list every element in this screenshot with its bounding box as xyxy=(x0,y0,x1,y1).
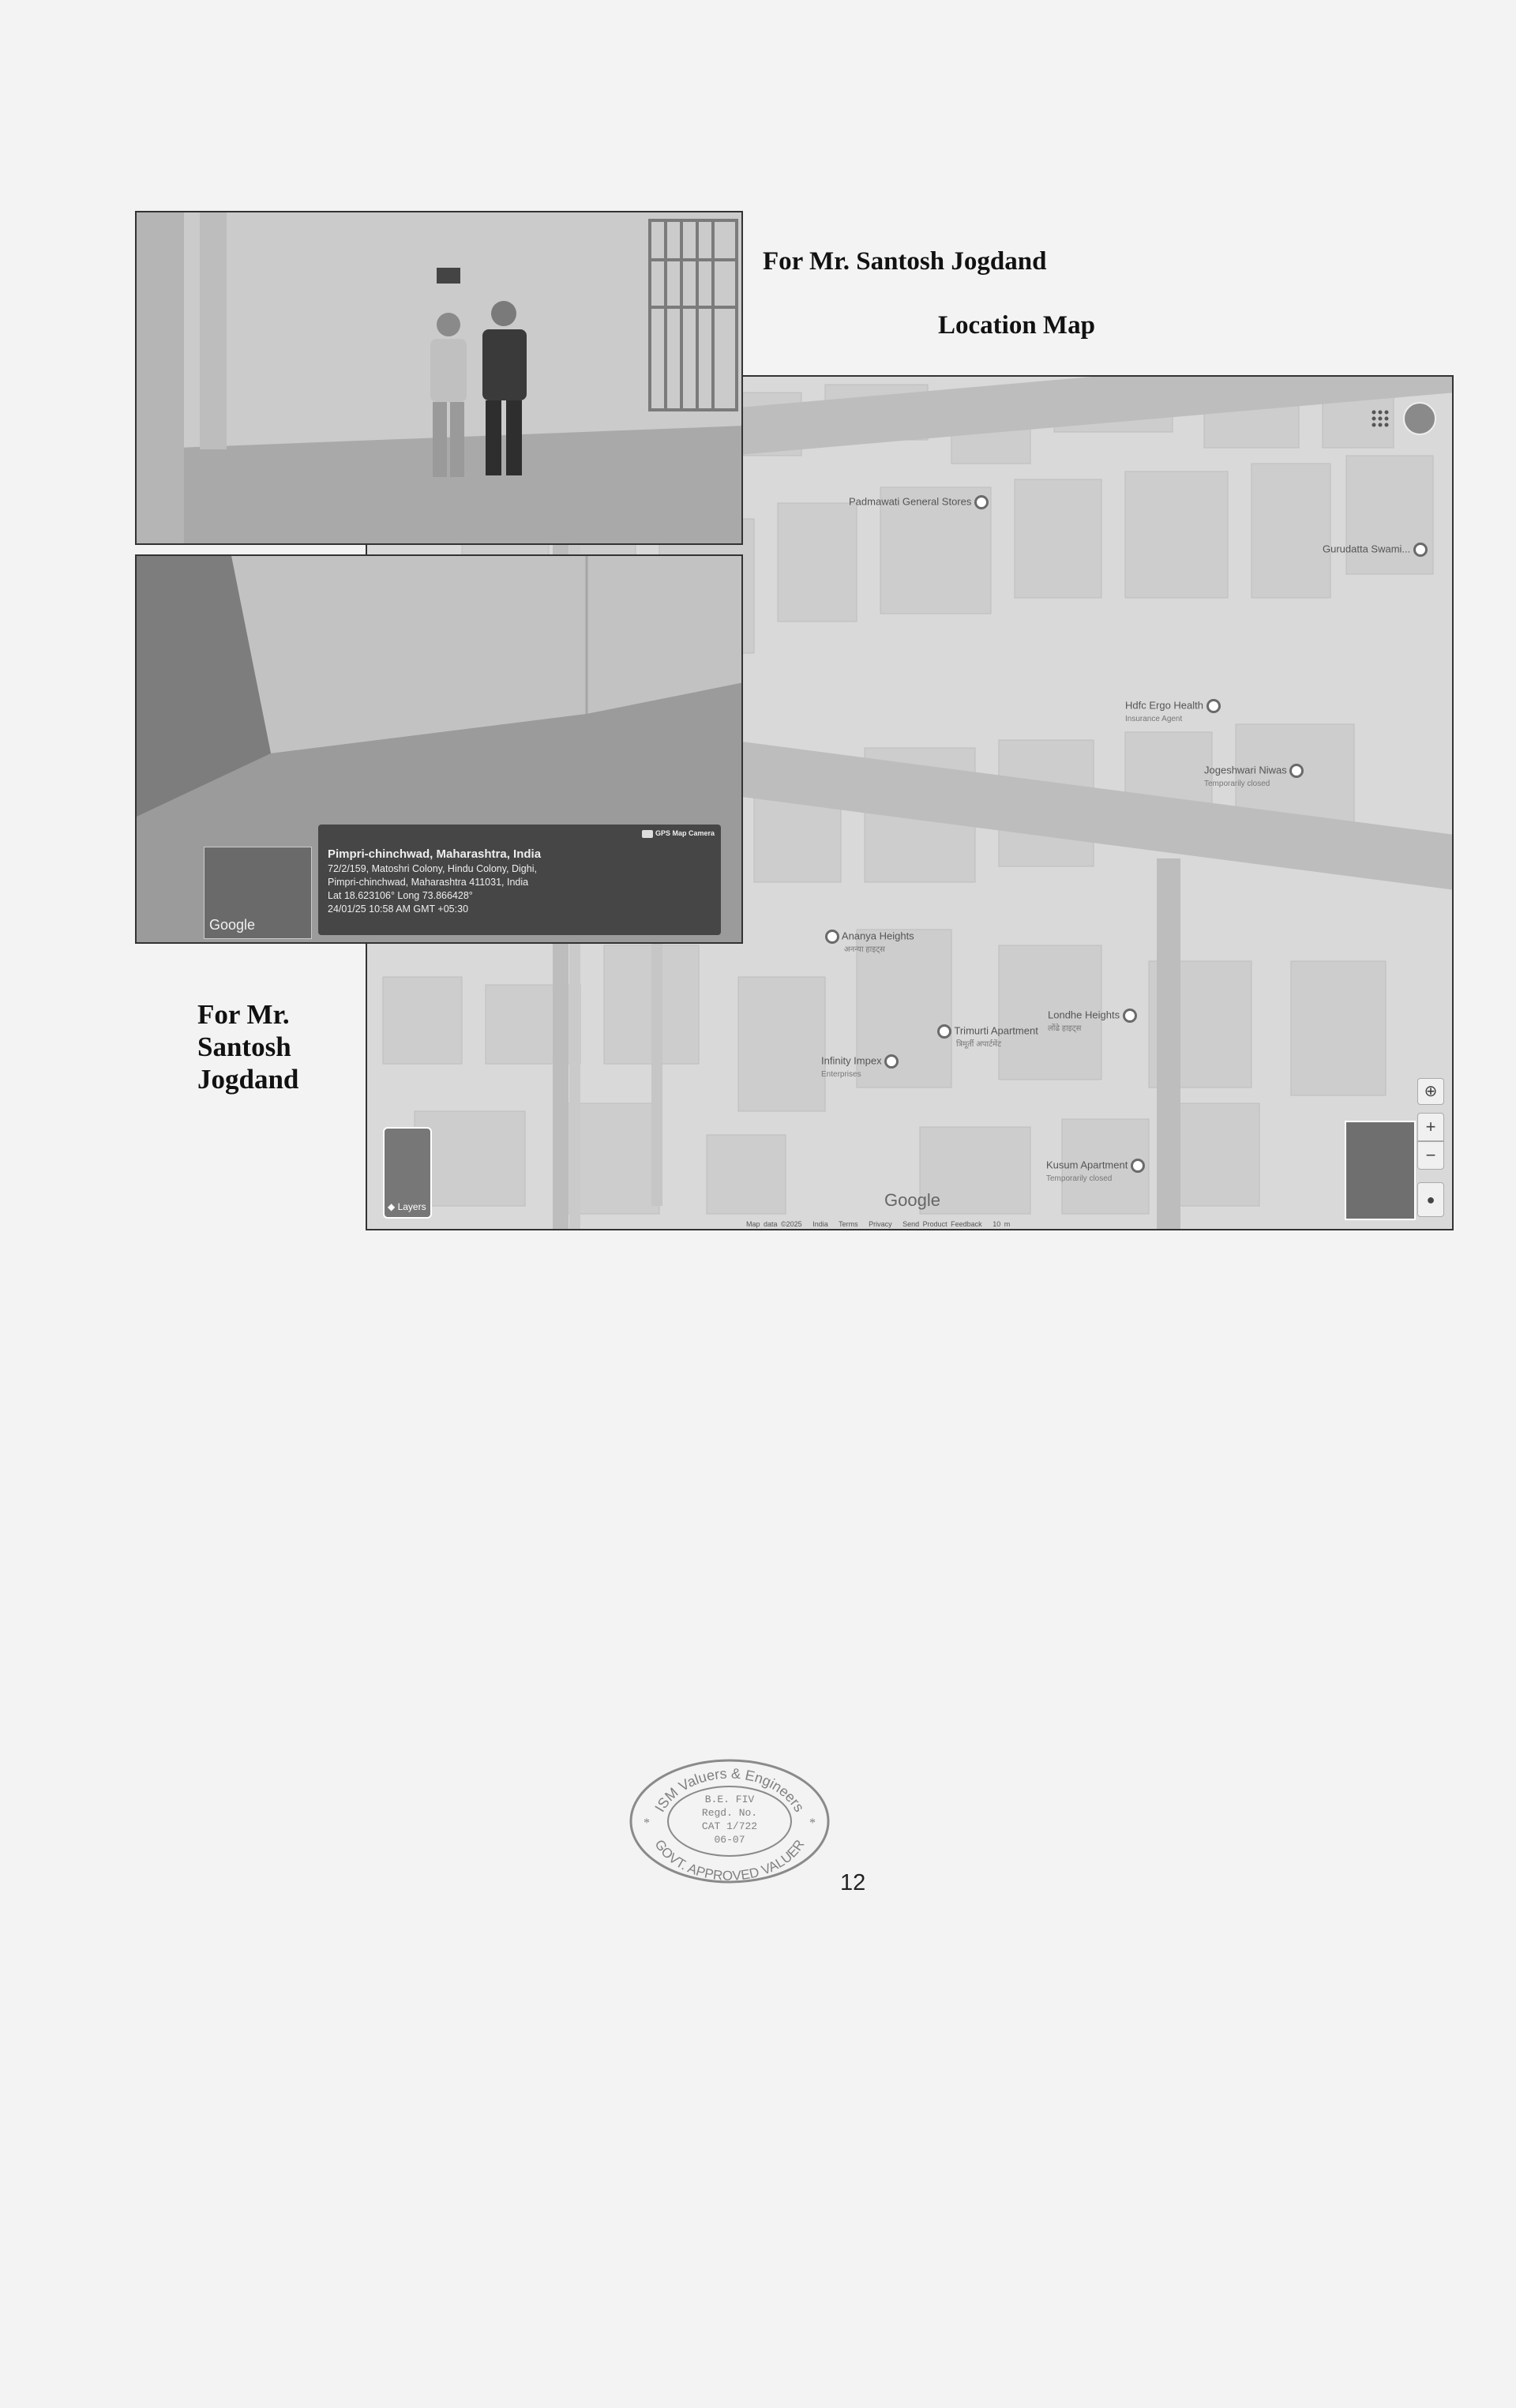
svg-text:ISM Valuers & Engineers: ISM Valuers & Engineers xyxy=(651,1765,808,1815)
map-scale-text: 10 m xyxy=(993,1220,1011,1228)
side-label-line: Jogdand xyxy=(197,1064,299,1095)
map-title: Location Map xyxy=(938,311,1095,340)
camera-icon xyxy=(642,830,653,838)
map-data-text: Map data ©2025 xyxy=(746,1220,802,1228)
map-poi-icon xyxy=(1413,543,1428,557)
google-logo: Google xyxy=(884,1190,940,1210)
map-place[interactable]: Ananya Heights अनन्या हाइट्स xyxy=(825,930,914,956)
map-privacy-link[interactable]: Privacy xyxy=(869,1220,892,1228)
map-place[interactable]: Hdfc Ergo Health Insurance Agent xyxy=(1125,699,1221,725)
map-place[interactable]: Jogeshwari Niwas Temporarily closed xyxy=(1204,764,1304,790)
map-place[interactable]: Kusum Apartment Temporarily closed xyxy=(1046,1159,1145,1185)
apps-grid-icon[interactable] xyxy=(1370,408,1390,429)
site-photo-room xyxy=(135,554,743,944)
site-photo-people xyxy=(135,211,743,545)
gps-timestamp: 24/01/25 10:58 AM GMT +05:30 xyxy=(328,903,469,915)
svg-text:B.E. FIV: B.E. FIV xyxy=(704,1794,755,1805)
pegman-icon: ● xyxy=(1426,1192,1435,1208)
map-place[interactable]: Gurudatta Swami... xyxy=(1323,543,1428,557)
side-label xyxy=(197,998,298,1095)
svg-text:06-07: 06-07 xyxy=(714,1834,745,1846)
map-region-link[interactable]: India xyxy=(812,1220,828,1228)
gps-map-thumbnail xyxy=(204,847,312,939)
photo-scene xyxy=(137,212,743,545)
map-poi-icon xyxy=(1123,1009,1137,1023)
side-label-line: For Mr. xyxy=(197,999,290,1030)
svg-text:*: * xyxy=(644,1816,650,1830)
gps-address-line: 72/2/159, Matoshri Colony, Hindu Colony, Dighi, xyxy=(328,863,537,874)
map-place[interactable]: Padmawati General Stores xyxy=(849,495,989,509)
zoom-out-button[interactable]: − xyxy=(1417,1141,1444,1170)
map-poi-icon xyxy=(974,495,989,509)
gps-address-line: Pimpri-chinchwad, Maharashtra 411031, India xyxy=(328,877,529,888)
google-logo: Google xyxy=(209,917,256,933)
layers-button[interactable] xyxy=(383,1127,432,1219)
map-poi-icon xyxy=(1289,764,1304,778)
gps-stamp xyxy=(318,825,721,935)
pegman-button[interactable] xyxy=(1417,1182,1444,1217)
my-location-button[interactable] xyxy=(1417,1078,1444,1105)
photo-caption: For Mr. Santosh Jogdand xyxy=(763,247,1047,276)
svg-text:GOVT. APPROVED VALUER: GOVT. APPROVED VALUER xyxy=(651,1837,808,1884)
svg-text:CAT 1/722: CAT 1/722 xyxy=(701,1820,758,1832)
map-footer xyxy=(746,1220,1010,1228)
street-view-thumbnail[interactable] xyxy=(1345,1121,1416,1220)
map-feedback-link[interactable]: Send Product Feedback xyxy=(902,1220,982,1228)
gps-app-badge xyxy=(642,829,715,838)
gps-app-name: GPS Map Camera xyxy=(655,829,715,837)
svg-text:Regd. No.: Regd. No. xyxy=(701,1807,758,1819)
gps-coordinates: Lat 18.623106° Long 73.866428° xyxy=(328,890,473,901)
approval-stamp xyxy=(626,1752,833,1884)
layers-icon: ◆ xyxy=(388,1201,396,1212)
map-place[interactable]: Trimurti Apartment त्रिमूर्ती अपार्टमेंट xyxy=(937,1024,1038,1050)
side-label-line: Santosh xyxy=(197,1031,291,1062)
map-place[interactable]: Infinity Impex Enterprises xyxy=(821,1054,899,1080)
zoom-in-button[interactable]: + xyxy=(1417,1113,1444,1141)
map-poi-icon xyxy=(884,1054,899,1069)
avatar[interactable] xyxy=(1403,402,1436,435)
map-poi-icon xyxy=(825,930,839,944)
layers-label: Layers xyxy=(397,1201,426,1212)
page-number: 12 xyxy=(840,1870,866,1895)
map-poi-icon xyxy=(1131,1159,1145,1173)
map-place[interactable]: Londhe Heights लोंढे हाइट्स xyxy=(1048,1009,1137,1035)
gps-location-title: Pimpri-chinchwad, Maharashtra, India xyxy=(328,847,542,861)
svg-text:*: * xyxy=(809,1816,816,1830)
map-poi-icon xyxy=(937,1024,951,1039)
map-poi-icon xyxy=(1206,699,1221,713)
crosshair-icon: ⊕ xyxy=(1424,1083,1438,1100)
map-terms-link[interactable]: Terms xyxy=(839,1220,858,1228)
